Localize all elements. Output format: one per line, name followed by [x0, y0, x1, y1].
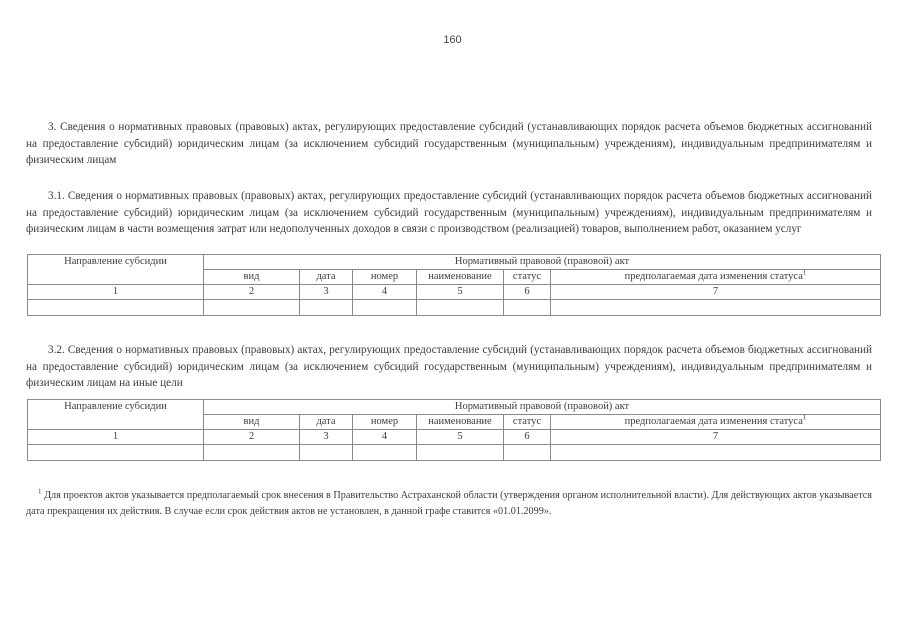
header-expected-date-label: предполагаемая дата изменения статуса — [624, 271, 803, 282]
empty-cell — [300, 445, 353, 461]
empty-cell — [353, 445, 417, 461]
header-direction: Направление субсидии — [28, 400, 204, 430]
header-expected-date — [551, 415, 881, 430]
column-number-cell: 5 — [417, 430, 504, 445]
column-number-cell: 7 — [551, 430, 881, 445]
section-3-paragraph: 3. Сведения о нормативных правовых (правовых) актах, регулирующих предоставление субсидий (устанавливающих порядок расчета объемов бюджетных ассигнований на предоставление субсидий) юридическим лицам (за исключением субсидий государственным (муниципальным) учреждениям), индивидуальным предпринимателям и физическим лицам — [26, 121, 872, 167]
empty-cell — [353, 300, 417, 316]
header-kind: вид — [204, 270, 300, 285]
header-act-group: Нормативный правовой (правовой) акт — [204, 400, 881, 415]
empty-cell — [28, 300, 204, 316]
footnote — [26, 488, 872, 519]
subsidy-table-3-1 — [27, 254, 881, 316]
empty-cell — [551, 445, 881, 461]
empty-cell — [504, 300, 551, 316]
column-number-cell: 6 — [504, 285, 551, 300]
footnote-reference: 1 — [802, 414, 807, 422]
column-number-cell: 1 — [28, 285, 204, 300]
header-expected-date — [551, 270, 881, 285]
subsidy-table-3-2 — [27, 399, 881, 461]
footnote-mark: 1 — [38, 487, 42, 496]
empty-cell — [551, 300, 881, 316]
column-number-cell: 4 — [353, 430, 417, 445]
header-kind: вид — [204, 415, 300, 430]
column-number-cell: 4 — [353, 285, 417, 300]
table-header-row — [28, 400, 881, 415]
section-3-2-paragraph: 3.2. Сведения о нормативных правовых (правовых) актах, регулирующих предоставление субсидий (устанавливающих порядок расчета объемов бюджетных ассигнований на предоставление субсидий) юридическим лицам (за исключением субсидий государственным (муниципальным) учреждениям), индивидуальным предпринимателям и физическим лицам на иные цели — [26, 344, 872, 390]
footnote-reference: 1 — [802, 269, 807, 277]
header-number: номер — [353, 270, 417, 285]
column-number-cell: 3 — [300, 285, 353, 300]
table-header-row — [28, 255, 881, 270]
column-number-cell: 2 — [204, 430, 300, 445]
header-expected-date-label: предполагаемая дата изменения статуса — [624, 416, 803, 427]
empty-cell — [300, 300, 353, 316]
column-number-cell: 6 — [504, 430, 551, 445]
table-row-column-numbers — [28, 285, 881, 300]
empty-cell — [417, 445, 504, 461]
header-name: наименование — [417, 415, 504, 430]
footnote-text: Для проектов актов указывается предполагаемый срок внесения в Правительство Астраханской области (утверждения органом исполнительной власти). Для действующих актов указывается дата прекращения их действия. В случае если срок действия актов не установлен, в данной графе ставится «01.01.2099». — [26, 490, 872, 517]
empty-cell — [28, 445, 204, 461]
column-number-cell: 1 — [28, 430, 204, 445]
column-number-cell: 5 — [417, 285, 504, 300]
header-number: номер — [353, 415, 417, 430]
header-status: статус — [504, 415, 551, 430]
section-3-1-paragraph: 3.1. Сведения о нормативных правовых (правовых) актах, регулирующих предоставление субсидий (устанавливающих порядок расчета объемов бюджетных ассигнований на предоставление субсидий) юридическим лицам (за исключением субсидий государственным (муниципальным) учреждениям), индивидуальным предпринимателям и физическим лицам в части возмещения затрат или недополученных доходов в связи с производством (реализацией) товаров, выполнением работ, оказанием услуг — [26, 190, 872, 236]
header-status: статус — [504, 270, 551, 285]
column-number-cell: 2 — [204, 285, 300, 300]
column-number-cell: 7 — [551, 285, 881, 300]
column-number-cell: 3 — [300, 430, 353, 445]
header-name: наименование — [417, 270, 504, 285]
header-act-group: Нормативный правовой (правовой) акт — [204, 255, 881, 270]
empty-cell — [417, 300, 504, 316]
page-number: 160 — [443, 34, 462, 46]
header-date: дата — [300, 270, 353, 285]
header-date: дата — [300, 415, 353, 430]
empty-cell — [504, 445, 551, 461]
table-row-empty — [28, 445, 881, 461]
empty-cell — [204, 445, 300, 461]
table-row-column-numbers — [28, 430, 881, 445]
header-direction: Направление субсидии — [28, 255, 204, 285]
table-row-empty — [28, 300, 881, 316]
empty-cell — [204, 300, 300, 316]
